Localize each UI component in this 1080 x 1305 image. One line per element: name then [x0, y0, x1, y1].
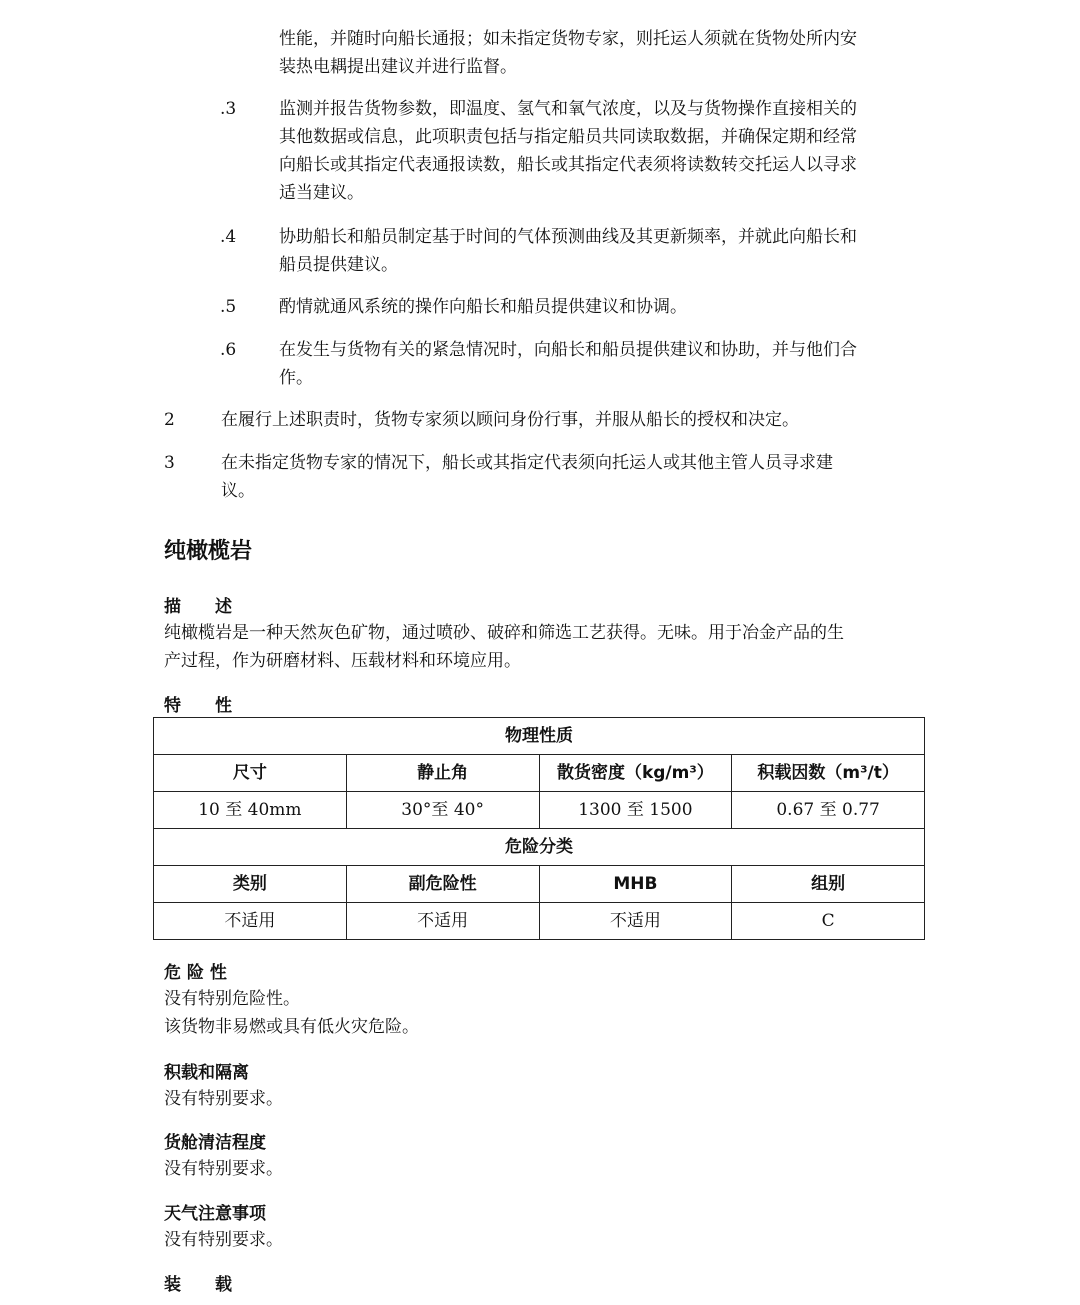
column-header: 组别 [732, 866, 925, 903]
text-line: 作。 [279, 368, 313, 388]
table-cell: 不适用 [346, 903, 539, 940]
subitem-text [279, 95, 857, 207]
weather-text: 没有特别要求。 [164, 1230, 283, 1250]
text-line: 议。 [221, 481, 255, 501]
column-header: 尺寸 [154, 755, 347, 792]
weather-heading: 天气注意事项 [164, 1204, 266, 1224]
table-cell: 10 至 40mm [154, 792, 347, 829]
column-header: 散货密度（kg/m³） [539, 755, 732, 792]
text-line: 监测并报告货物参数，即温度、氢气和氧气浓度，以及与货物操作直接相关的 [279, 99, 857, 119]
item-number: 3 [164, 453, 175, 473]
text-line: 其他数据或信息，此项职责包括与指定船员共同读取数据，并确保定期和经常 [279, 127, 857, 147]
item-text [221, 449, 833, 505]
text-line: 在发生与货物有关的紧急情况时，向船长和船员提供建议和协助，并与他们合 [279, 340, 857, 360]
text-line: 在未指定货物专家的情况下，船长或其指定代表须向托运人或其他主管人员寻求建 [221, 453, 833, 473]
text-line: 向船长或其指定代表通报读数，船长或其指定代表须将读数转交托运人以寻求 [279, 155, 857, 175]
column-header: 积载因数（m³/t） [732, 755, 925, 792]
text-line: 装热电耦提出建议并进行监督。 [279, 57, 517, 77]
description-text [164, 619, 844, 675]
text-line: 性能，并随时向船长通报；如未指定货物专家，则托运人须就在货物处所内安 [279, 29, 857, 49]
cleanliness-text: 没有特别要求。 [164, 1159, 283, 1179]
continued-paragraph [279, 25, 857, 81]
subitem-text [279, 223, 857, 279]
item-number: 2 [164, 410, 175, 430]
text-line: 船员提供建议。 [279, 255, 398, 275]
table-cell: C [732, 903, 925, 940]
stowage-heading: 积载和隔离 [164, 1063, 249, 1083]
table-cell: 30°至 40° [346, 792, 539, 829]
table-row [154, 903, 925, 940]
table-cell: 1300 至 1500 [539, 792, 732, 829]
properties-table [153, 717, 925, 940]
subitem-text [279, 293, 687, 321]
table-row [154, 866, 925, 903]
description-heading: 描 述 [164, 597, 232, 617]
table-row [154, 755, 925, 792]
text-line: 适当建议。 [279, 183, 364, 203]
cleanliness-heading: 货舱清洁程度 [164, 1133, 266, 1153]
table-row [154, 792, 925, 829]
text-line: 没有特别危险性。 [164, 989, 300, 1009]
section-title: 纯橄榄岩 [164, 539, 253, 564]
hazard-classification-title: 危险分类 [154, 829, 925, 866]
text-line: 产过程，作为研磨材料、压载材料和环境应用。 [164, 651, 521, 671]
text-line: 酌情就通风系统的操作向船长和船员提供建议和协调。 [279, 297, 687, 317]
subitem-number: .5 [220, 297, 237, 317]
table-cell: 不适用 [539, 903, 732, 940]
physical-properties-title: 物理性质 [154, 718, 925, 755]
column-header: 静止角 [346, 755, 539, 792]
subitem-number: .3 [220, 99, 237, 119]
table-row [154, 829, 925, 866]
table-cell: 0.67 至 0.77 [732, 792, 925, 829]
table-row [154, 718, 925, 755]
properties-heading: 特 性 [164, 696, 232, 716]
text-line: 在履行上述职责时，货物专家须以顾问身份行事，并服从船长的授权和决定。 [221, 410, 799, 430]
text-line: 该货物非易燃或具有低火灾危险。 [164, 1017, 419, 1037]
subitem-number: .4 [220, 227, 237, 247]
stowage-text: 没有特别要求。 [164, 1089, 283, 1109]
column-header: 副危险性 [346, 866, 539, 903]
table-cell: 不适用 [154, 903, 347, 940]
hazard-heading: 危 险 性 [164, 963, 227, 983]
subitem-text [279, 336, 857, 392]
text-line: 纯橄榄岩是一种天然灰色矿物，通过喷砂、破碎和筛选工艺获得。无味。用于冶金产品的生 [164, 623, 844, 643]
loading-heading: 装 载 [164, 1275, 232, 1295]
subitem-number: .6 [220, 340, 237, 360]
text-line: 协助船长和船员制定基于时间的气体预测曲线及其更新频率，并就此向船长和 [279, 227, 857, 247]
hazard-text [164, 985, 419, 1041]
item-text [221, 406, 799, 434]
column-header: 类别 [154, 866, 347, 903]
column-header: MHB [539, 866, 732, 903]
